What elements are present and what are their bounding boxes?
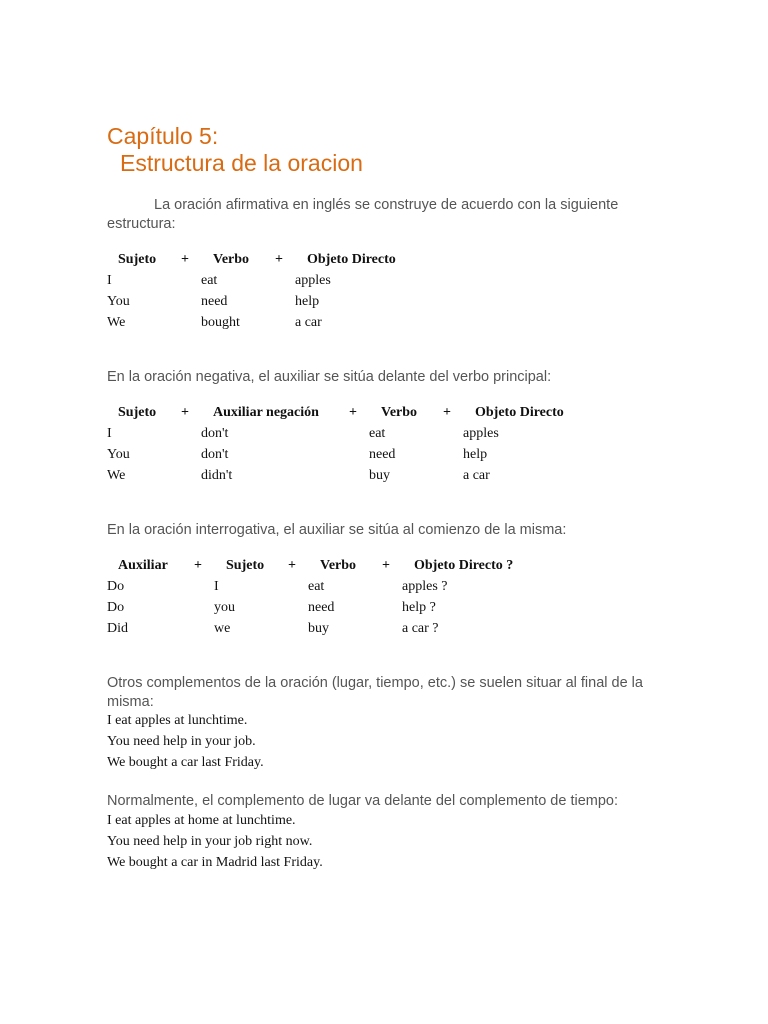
- table-cell: apples ?: [402, 579, 448, 594]
- table-cell: need: [201, 294, 228, 309]
- chapter-subtitle: Estructura de la oracion: [120, 150, 363, 176]
- table-header: Verbo: [213, 252, 250, 267]
- table-cell: a car: [295, 315, 322, 330]
- table-cell: You: [107, 294, 130, 309]
- table-cell: don't: [201, 447, 229, 462]
- table-header: +: [181, 405, 189, 420]
- table-cell: we: [214, 621, 231, 636]
- order-paragraph: Normalmente, el complemento de lugar va delante del complemento de tiempo:: [107, 793, 618, 809]
- table-cell: eat: [201, 273, 218, 288]
- table-cell: Do: [107, 600, 125, 615]
- table-cell: We: [107, 468, 126, 483]
- table-header: Objeto Directo: [475, 405, 564, 420]
- table-cell: help: [463, 447, 488, 462]
- table-header: +: [275, 252, 283, 267]
- table-header: +: [288, 558, 296, 573]
- table-header: Objeto Directo: [307, 252, 396, 267]
- example-sentence: I eat apples at home at lunchtime.: [107, 813, 296, 828]
- example-sentence: We bought a car last Friday.: [107, 755, 264, 770]
- table-header: Verbo: [320, 558, 357, 573]
- table-cell: We: [107, 315, 126, 330]
- chapter-title: Capítulo 5:: [107, 123, 219, 149]
- table-cell: You: [107, 447, 130, 462]
- table-cell: buy: [308, 621, 329, 636]
- table-cell: help: [295, 294, 320, 309]
- example-sentence: You need help in your job right now.: [107, 834, 313, 849]
- intro-paragraph: La oración afirmativa en inglés se construye de acuerdo con la siguiente estructura:: [107, 197, 619, 232]
- example-sentence: We bought a car in Madrid last Friday.: [107, 855, 323, 870]
- table-header: +: [443, 405, 451, 420]
- table-cell: you: [214, 600, 235, 615]
- example-sentence: You need help in your job.: [107, 734, 256, 749]
- table-cell: apples: [295, 273, 331, 288]
- complements-paragraph: Otros complementos de la oración (lugar, tiempo, etc.) se suelen situar al final de la misma:: [107, 675, 643, 710]
- table-cell: a car: [463, 468, 490, 483]
- negative-paragraph: En la oración negativa, el auxiliar se sitúa delante del verbo principal:: [107, 369, 552, 385]
- table-cell: I: [214, 579, 219, 594]
- table-cell: apples: [463, 426, 499, 441]
- interrogative-paragraph: En la oración interrogativa, el auxiliar se sitúa al comienzo de la misma:: [107, 522, 567, 538]
- table-cell: don't: [201, 426, 229, 441]
- table-cell: I: [107, 426, 112, 441]
- table-cell: eat: [308, 579, 325, 594]
- table-cell: bought: [201, 315, 240, 330]
- example-sentence: I eat apples at lunchtime.: [107, 713, 248, 728]
- table-header: +: [194, 558, 202, 573]
- table-header: Auxiliar negación: [213, 405, 319, 420]
- table-header: Verbo: [381, 405, 418, 420]
- table-cell: help ?: [402, 600, 436, 615]
- table-header: Auxiliar: [118, 558, 168, 573]
- table-header: Sujeto: [226, 558, 265, 573]
- table-header: +: [382, 558, 390, 573]
- table-cell: need: [308, 600, 335, 615]
- table-cell: need: [369, 447, 396, 462]
- table-cell: didn't: [201, 468, 233, 483]
- table-cell: Did: [107, 621, 128, 636]
- table-cell: eat: [369, 426, 386, 441]
- table-header: Sujeto: [118, 405, 157, 420]
- table-cell: buy: [369, 468, 390, 483]
- table-cell: Do: [107, 579, 125, 594]
- table-cell: a car ?: [402, 621, 439, 636]
- table-header: +: [181, 252, 189, 267]
- table-header: Objeto Directo ?: [414, 558, 514, 573]
- table-cell: I: [107, 273, 112, 288]
- table-header: Sujeto: [118, 252, 157, 267]
- table-header: +: [349, 405, 357, 420]
